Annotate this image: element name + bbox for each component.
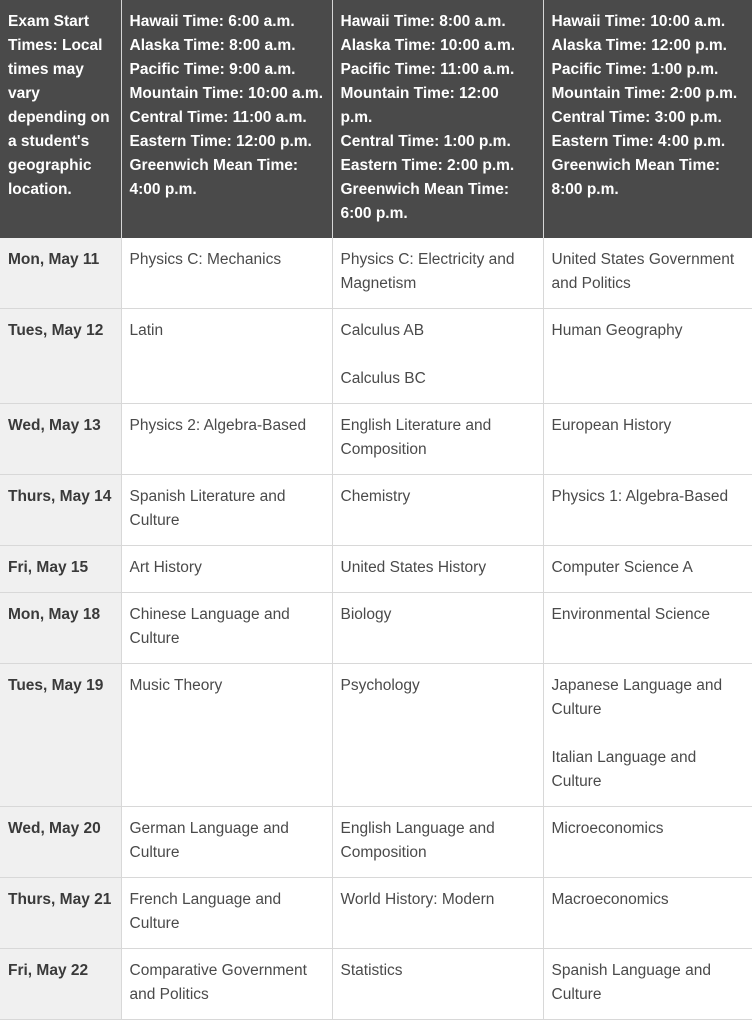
header-row bbox=[0, 0, 752, 238]
midday-exams bbox=[332, 593, 543, 664]
table-row bbox=[0, 475, 752, 546]
header-slot-1 bbox=[121, 0, 332, 238]
exam-name: Statistics bbox=[340, 962, 403, 979]
table-row bbox=[0, 238, 752, 309]
afternoon-exams bbox=[543, 238, 752, 309]
slot-2-eastern-time: Eastern Time: 2:00 p.m. bbox=[340, 157, 515, 174]
exam-name: Environmental Science bbox=[551, 606, 711, 623]
afternoon-exams bbox=[543, 664, 752, 807]
slot-1-alaska-time: Alaska Time: 8:00 a.m. bbox=[129, 37, 296, 54]
slot-2-mountain-time: Mountain Time: 12:00 p.m. bbox=[340, 85, 499, 126]
afternoon-exams bbox=[543, 807, 752, 878]
slot-3-alaska-time: Alaska Time: 12:00 p.m. bbox=[551, 37, 727, 54]
afternoon-exams bbox=[543, 878, 752, 949]
morning-exams bbox=[121, 404, 332, 475]
exam-name: Latin bbox=[129, 322, 164, 339]
slot-3-eastern-time: Eastern Time: 4:00 p.m. bbox=[551, 133, 726, 150]
table-header bbox=[0, 0, 752, 238]
slot-2-alaska-time: Alaska Time: 10:00 a.m. bbox=[340, 37, 516, 54]
table-row bbox=[0, 546, 752, 593]
exam-date: Mon, May 18 bbox=[0, 593, 121, 664]
midday-exams bbox=[332, 664, 543, 807]
exam-date: Mon, May 11 bbox=[0, 238, 121, 309]
morning-exams bbox=[121, 878, 332, 949]
exam-name: Spanish Language and Culture bbox=[551, 962, 711, 1003]
exam-name: European History bbox=[551, 417, 672, 434]
exam-date: Wed, May 13 bbox=[0, 404, 121, 475]
exam-name: Calculus BC bbox=[340, 370, 426, 387]
exam-name: Psychology bbox=[340, 677, 420, 694]
midday-exams bbox=[332, 475, 543, 546]
slot-1-hawaii-time: Hawaii Time: 6:00 a.m. bbox=[129, 13, 295, 30]
afternoon-exams bbox=[543, 475, 752, 546]
slot-1-gmt-time: Greenwich Mean Time: 4:00 p.m. bbox=[129, 157, 299, 198]
exam-name: Chinese Language and Culture bbox=[129, 606, 290, 647]
morning-exams bbox=[121, 238, 332, 309]
exam-date: Tues, May 12 bbox=[0, 309, 121, 404]
exam-name: Microeconomics bbox=[551, 820, 664, 837]
exam-name: Physics C: Electricity and Magnetism bbox=[340, 251, 515, 292]
midday-exams bbox=[332, 949, 543, 1020]
exam-name: World History: Modern bbox=[340, 891, 495, 908]
exam-date: Thurs, May 21 bbox=[0, 878, 121, 949]
slot-2-hawaii-time: Hawaii Time: 8:00 a.m. bbox=[340, 13, 506, 30]
midday-exams bbox=[332, 546, 543, 593]
morning-exams bbox=[121, 807, 332, 878]
exam-date: Fri, May 15 bbox=[0, 546, 121, 593]
slot-3-hawaii-time: Hawaii Time: 10:00 a.m. bbox=[551, 13, 726, 30]
slot-1-mountain-time: Mountain Time: 10:00 a.m. bbox=[129, 85, 324, 102]
exam-name: Art History bbox=[129, 559, 202, 576]
morning-exams bbox=[121, 546, 332, 593]
midday-exams bbox=[332, 807, 543, 878]
header-label-text: Exam Start Times: Local times may vary depending on a student's geographic location. bbox=[8, 13, 110, 198]
table-row bbox=[0, 664, 752, 807]
slot-3-mountain-time: Mountain Time: 2:00 p.m. bbox=[551, 85, 738, 102]
midday-exams bbox=[332, 878, 543, 949]
morning-exams bbox=[121, 593, 332, 664]
afternoon-exams bbox=[543, 546, 752, 593]
morning-exams bbox=[121, 949, 332, 1020]
morning-exams bbox=[121, 664, 332, 807]
slot-2-gmt-time: Greenwich Mean Time: 6:00 p.m. bbox=[340, 181, 510, 222]
table-row bbox=[0, 807, 752, 878]
exam-name: Chemistry bbox=[340, 488, 411, 505]
exam-name: Japanese Language and Culture bbox=[551, 677, 723, 718]
exam-date: Tues, May 19 bbox=[0, 664, 121, 807]
exam-name: French Language and Culture bbox=[129, 891, 282, 932]
exam-name: Biology bbox=[340, 606, 392, 623]
exam-name: English Literature and Composition bbox=[340, 417, 492, 458]
header-slot-3 bbox=[543, 0, 752, 238]
exam-name: United States Government and Politics bbox=[551, 251, 735, 292]
table-row bbox=[0, 309, 752, 404]
header-start-times-label bbox=[0, 0, 121, 238]
midday-exams bbox=[332, 309, 543, 404]
table-row bbox=[0, 949, 752, 1020]
exam-name: Human Geography bbox=[551, 322, 683, 339]
exam-name: Spanish Literature and Culture bbox=[129, 488, 286, 529]
slot-3-gmt-time: Greenwich Mean Time: 8:00 p.m. bbox=[551, 157, 721, 198]
slot-3-pacific-time: Pacific Time: 1:00 p.m. bbox=[551, 61, 719, 78]
exam-name: Computer Science A bbox=[551, 559, 693, 576]
afternoon-exams bbox=[543, 593, 752, 664]
exam-name: Macroeconomics bbox=[551, 891, 669, 908]
exam-name: Italian Language and Culture bbox=[551, 749, 697, 790]
midday-exams bbox=[332, 404, 543, 475]
slot-1-pacific-time: Pacific Time: 9:00 a.m. bbox=[129, 61, 296, 78]
header-slot-2 bbox=[332, 0, 543, 238]
exam-name: Physics 2: Algebra-Based bbox=[129, 417, 307, 434]
table-row bbox=[0, 404, 752, 475]
slot-2-central-time: Central Time: 1:00 p.m. bbox=[340, 133, 511, 150]
afternoon-exams bbox=[543, 309, 752, 404]
slot-2-pacific-time: Pacific Time: 11:00 a.m. bbox=[340, 61, 515, 78]
exam-name: German Language and Culture bbox=[129, 820, 289, 861]
midday-exams bbox=[332, 238, 543, 309]
exam-date: Wed, May 20 bbox=[0, 807, 121, 878]
table-row bbox=[0, 878, 752, 949]
exam-name: English Language and Composition bbox=[340, 820, 495, 861]
table-row bbox=[0, 593, 752, 664]
table-body bbox=[0, 238, 752, 1020]
exam-name: United States History bbox=[340, 559, 487, 576]
exam-name: Comparative Government and Politics bbox=[129, 962, 307, 1003]
slot-1-central-time: Central Time: 11:00 a.m. bbox=[129, 109, 307, 126]
slot-1-eastern-time: Eastern Time: 12:00 p.m. bbox=[129, 133, 312, 150]
exam-name: Physics 1: Algebra-Based bbox=[551, 488, 729, 505]
exam-name: Calculus AB bbox=[340, 322, 425, 339]
exam-name: Physics C: Mechanics bbox=[129, 251, 282, 268]
exam-date: Thurs, May 14 bbox=[0, 475, 121, 546]
afternoon-exams bbox=[543, 949, 752, 1020]
slot-3-central-time: Central Time: 3:00 p.m. bbox=[551, 109, 722, 126]
afternoon-exams bbox=[543, 404, 752, 475]
exam-date: Fri, May 22 bbox=[0, 949, 121, 1020]
morning-exams bbox=[121, 309, 332, 404]
exam-name: Music Theory bbox=[129, 677, 223, 694]
morning-exams bbox=[121, 475, 332, 546]
